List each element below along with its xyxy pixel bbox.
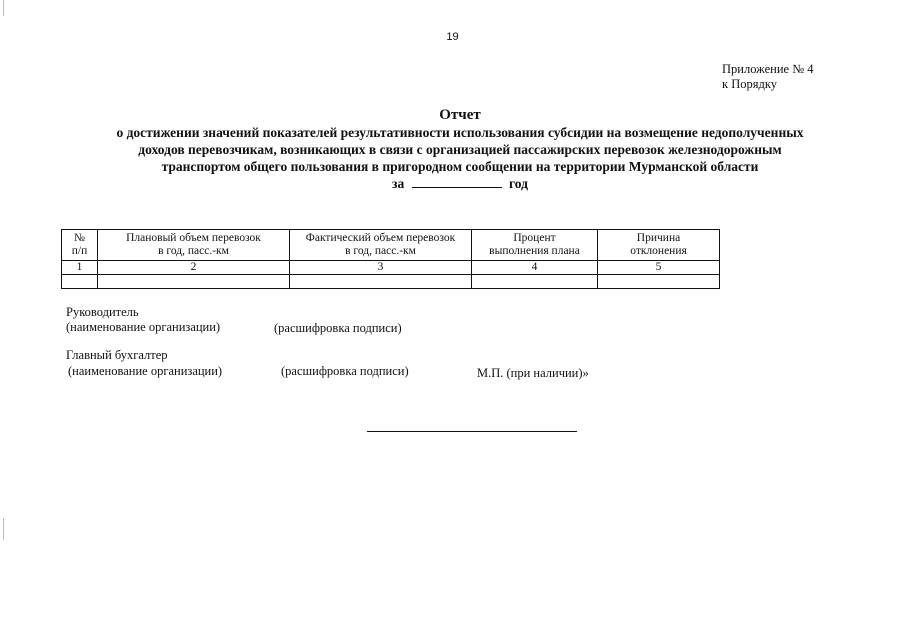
table-number-row (62, 261, 720, 275)
table-cell: 2 (98, 261, 290, 275)
header-text: выполнения плана (489, 245, 580, 257)
table-cell (98, 275, 290, 289)
head-org-caption: (наименование организации) (66, 320, 221, 334)
report-period (40, 175, 880, 192)
table-cell: 3 (290, 261, 472, 275)
accountant-title: Главный бухгалтер (66, 348, 168, 362)
header-text: Процент (513, 232, 556, 244)
header-text: Плановый объем перевозок (126, 232, 261, 244)
report-heading: Отчет (439, 107, 481, 123)
period-suffix: год (508, 176, 528, 191)
annex-number: Приложение № 4 (722, 62, 814, 76)
header-cell-number (62, 230, 98, 261)
scan-edge-mark (3, 0, 4, 16)
report-table (61, 229, 720, 289)
period-blank (412, 175, 502, 188)
header-cell-percent (472, 230, 598, 261)
header-cell-actual (290, 230, 472, 261)
annex-reference (722, 62, 814, 92)
table-header-row (62, 230, 720, 261)
table-row (62, 275, 720, 289)
stamp-caption: М.П. (при наличии)» (477, 366, 589, 380)
period-prefix: за (392, 176, 405, 191)
table-cell: 5 (598, 261, 720, 275)
table-cell (598, 275, 720, 289)
table-cell: 4 (472, 261, 598, 275)
closing-rule (367, 431, 577, 432)
table-cell (472, 275, 598, 289)
table-cell (62, 275, 98, 289)
header-cell-reason (598, 230, 720, 261)
annex-order: к Порядку (722, 77, 777, 91)
header-text: Причина (636, 232, 681, 244)
head-title: Руководитель (66, 305, 139, 319)
head-decode-caption: (расшифровка подписи) (274, 321, 402, 335)
report-title (40, 107, 880, 192)
accountant-org-caption: (наименование организации) (68, 364, 223, 378)
report-title-line: доходов перевозчикам, возникающих в связи с организацией пассажирских перевозок железнодорожным (138, 142, 782, 157)
report-title-line: транспортом общего пользования в пригородном сообщении на территории Мурманской области (161, 159, 759, 174)
header-text: № (74, 232, 85, 244)
scan-edge-mark (3, 518, 4, 540)
header-text: в год, пасс.-км (158, 245, 229, 257)
header-text: в год, пасс.-км (345, 245, 416, 257)
header-text: отклонения (630, 245, 687, 257)
table-cell (290, 275, 472, 289)
header-cell-planned (98, 230, 290, 261)
page-number: 19 (446, 31, 459, 43)
header-text: Фактический объем перевозок (305, 232, 456, 244)
report-title-line: о достижении значений показателей результативности использования субсидии на возмещение недополученных (116, 125, 804, 140)
table-cell: 1 (62, 261, 98, 275)
accountant-decode-caption: (расшифровка подписи) (281, 364, 409, 378)
header-text: п/п (71, 245, 88, 257)
